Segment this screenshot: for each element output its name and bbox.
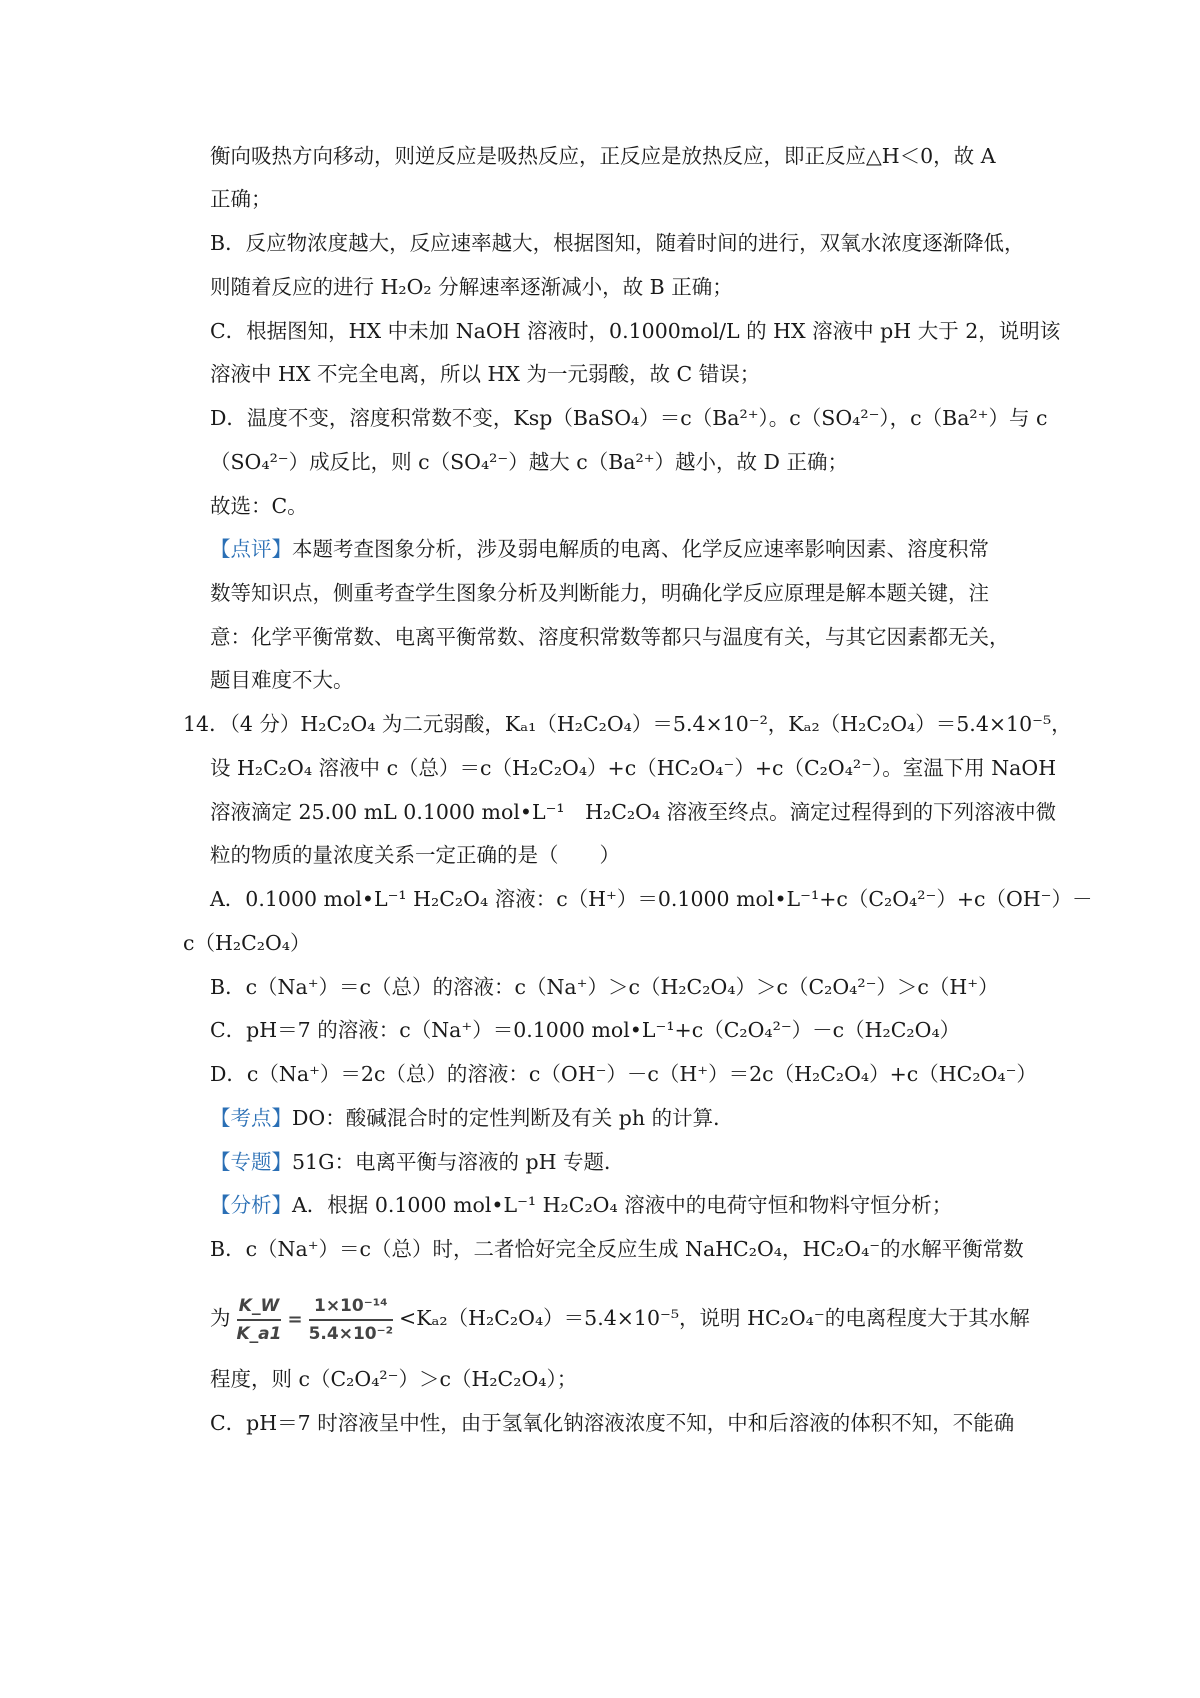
kaodian-tag: 【考点】 xyxy=(210,1106,292,1130)
fenxi-prefix: 为 xyxy=(210,1306,231,1330)
comment-line: 数等知识点，侧重考查学生图象分析及判断能力，明确化学反应原理是解本题关键，注 xyxy=(210,581,989,605)
text-line: C．根据图知，HX 中未加 NaOH 溶液时，0.1000mol/L 的 HX 溶液中 pH 大于 2，说明该 xyxy=(210,319,1061,343)
text-line: （SO₄²⁻）成反比，则 c（SO₄²⁻）越大 c（Ba²⁺）越小，故 D 正确； xyxy=(210,450,849,474)
comment-text: 本题考查图象分析，涉及弱电解质的电离、化学反应速率影响因素、溶度积常 xyxy=(292,537,989,561)
question-stem: 设 H₂C₂O₄ 溶液中 c（总）＝c（H₂C₂O₄）+c（HC₂O₄⁻）+c（C₂O₄²⁻）。室温下用 NaOH xyxy=(210,756,1057,780)
zhuanti-tag: 【专题】 xyxy=(210,1150,292,1174)
comment-line: 题目难度不大。 xyxy=(210,668,354,692)
option-c: C．pH＝7 的溶液：c（Na⁺）＝0.1000 mol•L⁻¹+c（C₂O₄²⁻）－c（H₂C₂O₄） xyxy=(210,1018,961,1042)
value-fraction xyxy=(309,1295,393,1345)
question-stem: 粒的物质的量浓度关系一定正确的是（ ） xyxy=(210,843,620,867)
comment-line xyxy=(210,534,1030,564)
option-b: B．c（Na⁺）＝c（总）的溶液：c（Na⁺）＞c（H₂C₂O₄）＞c（C₂O₄²⁻）＞c（H⁺） xyxy=(210,975,999,999)
fenxi-line: 程度，则 c（C₂O₄²⁻）＞c（H₂C₂O₄）； xyxy=(210,1367,578,1391)
kaodian-line xyxy=(210,1103,1030,1133)
comment-line: 意：化学平衡常数、电离平衡常数、溶度积常数等都只与温度有关，与其它因素都无关， xyxy=(210,625,1010,649)
fenxi-formula-text: <Kₐ₂（H₂C₂O₄）＝5.4×10⁻⁵，说明 HC₂O₄⁻的电离程度大于其水解 xyxy=(399,1306,1030,1330)
fenxi-line xyxy=(210,1190,1030,1220)
question-stem: 溶液滴定 25.00 mL 0.1000 mol•L⁻¹ H₂C₂O₄ 溶液至终点。滴定过程得到的下列溶液中微 xyxy=(210,800,1057,824)
question-stem: 14．（4 分）H₂C₂O₄ 为二元弱酸，Kₐ₁（H₂C₂O₄）＝5.4×10⁻²，Kₐ₂（H₂C₂O₄）＝5.4×10⁻⁵， xyxy=(183,712,1072,736)
kaodian-text: DO：酸碱混合时的定性判断及有关 ph 的计算． xyxy=(292,1106,734,1130)
option-a-cont: c（H₂C₂O₄） xyxy=(183,931,311,955)
option-d: D．c（Na⁺）＝2c（总）的溶液：c（OH⁻）－c（H⁺）＝2c（H₂C₂O₄）+c（HC₂O₄⁻） xyxy=(210,1062,1037,1086)
fenxi-line: B．c（Na⁺）＝c（总）时，二者恰好完全反应生成 NaHC₂O₄，HC₂O₄⁻的水解平衡常数 xyxy=(210,1237,1024,1261)
fenxi-line: C．pH＝7 时溶液呈中性，由于氢氧化钠溶液浓度不知，中和后溶液的体积不知，不能确 xyxy=(210,1411,1015,1435)
fenxi-tag: 【分析】 xyxy=(210,1193,292,1217)
option-a: A．0.1000 mol•L⁻¹ H₂C₂O₄ 溶液：c（H⁺）＝0.1000 mol•L⁻¹+c（C₂O₄²⁻）+c（OH⁻）－ xyxy=(210,887,1093,911)
comment-tag: 【点评】 xyxy=(210,537,292,561)
text-line: 则随着反应的进行 H₂O₂ 分解速率逐渐减小，故 B 正确； xyxy=(210,275,733,299)
text-line: D．温度不变，溶度积常数不变，Ksp（BaSO₄）＝c（Ba²⁺）。c（SO₄²⁻），c（Ba²⁺）与 c xyxy=(210,406,1048,430)
text-line: 正确； xyxy=(210,187,272,211)
fraction-numerator: 1×10⁻¹⁴ xyxy=(309,1295,393,1321)
kw-over-ka1-fraction xyxy=(237,1295,282,1345)
equals-sign: = xyxy=(287,1308,303,1330)
fenxi-formula-line xyxy=(210,1288,1030,1348)
fraction-denominator: 5.4×10⁻² xyxy=(308,1323,394,1344)
text-line: B．反应物浓度越大，反应速率越大，根据图知，随着时间的进行，双氧水浓度逐渐降低， xyxy=(210,231,1025,255)
text-line: 衡向吸热方向移动，则逆反应是吸热反应，正反应是放热反应，即正反应△H＜0，故 A xyxy=(210,144,996,168)
fenxi-text: A．根据 0.1000 mol•L⁻¹ H₂C₂O₄ 溶液中的电荷守恒和物料守恒分析； xyxy=(292,1193,953,1217)
fraction-numerator: K_W xyxy=(237,1295,282,1321)
zhuanti-line xyxy=(210,1147,1030,1177)
fraction-denominator: K_a1 xyxy=(236,1323,282,1344)
zhuanti-text: 51G：电离平衡与溶液的 pH 专题． xyxy=(292,1150,625,1174)
text-line: 故选：C。 xyxy=(210,494,308,518)
text-line: 溶液中 HX 不完全电离，所以 HX 为一元弱酸，故 C 错误； xyxy=(210,362,761,386)
